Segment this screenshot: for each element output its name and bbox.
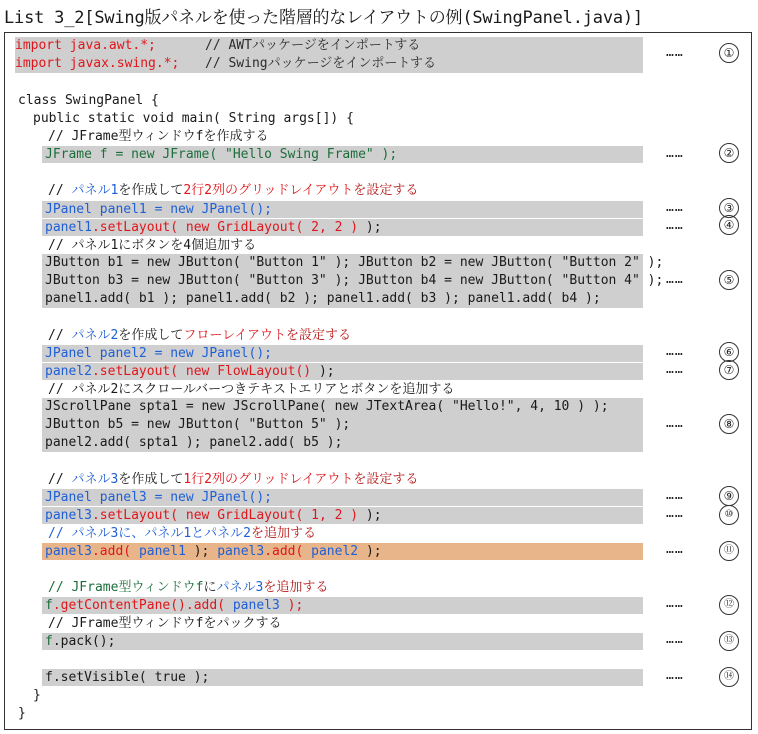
code-line-close-class: } — [18, 706, 26, 721]
panel3-ref: panel3 — [45, 508, 92, 523]
code-line-pack — [42, 633, 643, 650]
dot-leader: …… — [666, 668, 684, 683]
comment-prefix: // — [48, 328, 72, 343]
dot-leader: …… — [666, 542, 684, 557]
statement-end: ); — [185, 544, 218, 559]
code-line-contentpane-add — [42, 597, 643, 614]
comment-create-panel2 — [45, 327, 351, 344]
comment-text: を作成して — [118, 472, 184, 487]
statement-end: ); — [311, 364, 335, 379]
code-line-panel3-add — [42, 543, 643, 560]
comment-set: を設定する — [286, 328, 352, 343]
step-marker-9: ⑨ — [719, 486, 739, 506]
step-marker-1: ① — [719, 43, 739, 63]
code-line-class: class SwingPanel { — [18, 93, 159, 108]
comment-set: を設定する — [353, 183, 419, 198]
comment-flowlayout: フローレイアウト — [183, 328, 287, 343]
pack-call: .pack(); — [52, 634, 116, 649]
code-line-close-main: } — [33, 688, 41, 703]
comment-prefix: // — [48, 526, 72, 541]
step-marker-8: ⑧ — [719, 414, 739, 434]
comment-panel2: パネル2 — [71, 328, 119, 343]
flowlayout-new: new FlowLayout() — [185, 364, 312, 379]
dot-leader: …… — [666, 200, 684, 215]
panel3-arg: panel3 — [232, 598, 280, 613]
comment-import-awt: // AWTパッケージをインポートする — [205, 38, 421, 53]
comment-add-panels — [45, 525, 316, 542]
panel3-ref: panel3 — [217, 544, 265, 559]
comment-panel3: パネル3 — [71, 526, 119, 541]
comment-add-buttons: // パネル1にボタンを4個追加する — [48, 238, 257, 253]
comment-grid-1x2: 1行2列のグリッドレイアウト — [183, 472, 354, 487]
comment-panel2: パネル2 — [204, 526, 251, 541]
comment-add: を追加する — [251, 526, 317, 541]
code-line-panel3-setlayout — [42, 507, 643, 524]
dot-leader: …… — [666, 272, 684, 287]
step-marker-7: ⑦ — [719, 360, 739, 380]
comment-panel1: パネル1 — [144, 526, 192, 541]
statement-end: ); — [358, 544, 382, 559]
code-line-new-jframe: JFrame f = new JFrame( "Hello Swing Frame" ); — [42, 146, 643, 163]
statement-end: ); — [358, 508, 382, 523]
setlayout-call: .setLayout( — [91, 508, 186, 523]
comment-text: を作成して — [118, 183, 184, 198]
comment-prefix: // — [48, 183, 72, 198]
step-marker-10: ⑩ — [719, 505, 739, 525]
dot-leader: …… — [666, 146, 684, 161]
comment-import-swing: // Swingパッケージをインポートする — [205, 56, 436, 71]
comment-set: を設定する — [353, 472, 419, 487]
panel3-ref: panel3 — [45, 544, 92, 559]
code-line-panel2-setlayout — [42, 363, 643, 380]
code-line-new-panel3: JPanel panel3 = new JPanel(); — [42, 489, 643, 506]
dot-leader: …… — [666, 416, 684, 431]
comment-to: に — [203, 580, 217, 595]
code-line-setvisible: f.setVisible( true ); — [42, 669, 643, 686]
comment-create-panel1 — [45, 182, 418, 199]
add-call: .add( — [91, 544, 139, 559]
code-line-b1-b2: JButton b1 = new JButton( "Button 1" ); JButton b2 = new JButton( "Button 2" ); — [45, 255, 664, 270]
setlayout-call: .setLayout( — [91, 220, 186, 235]
dot-leader: …… — [666, 632, 684, 647]
comment-text: に、 — [118, 526, 145, 541]
code-line-new-panel1: JPanel panel1 = new JPanel(); — [42, 201, 643, 218]
dot-leader: …… — [666, 45, 684, 60]
comment-add: を追加する — [263, 580, 329, 595]
dot-leader: …… — [666, 488, 684, 503]
step-marker-5: ⑤ — [719, 270, 739, 290]
statement-end: ); — [279, 598, 304, 613]
dot-leader: …… — [666, 506, 684, 521]
gridlayout-new: new GridLayout( 1, 2 ) — [185, 508, 359, 523]
panel1-ref: panel1 — [45, 220, 92, 235]
add-call: .add( — [264, 544, 312, 559]
code-line-main: public static void main( String args[]) { — [33, 111, 354, 126]
comment-text: を作成して — [118, 328, 184, 343]
statement-end: ); — [358, 220, 382, 235]
comment-jframe: // JFrame型ウィンドウf — [48, 580, 204, 595]
comment-panel3: パネル3 — [71, 472, 119, 487]
code-line-import-swing: import javax.swing.*; — [15, 56, 180, 71]
comment-prefix: // — [48, 472, 72, 487]
dot-leader: …… — [666, 218, 684, 233]
comment-pack-frame: // JFrame型ウィンドウfをパックする — [48, 616, 282, 631]
comment-grid-2x2: 2行2列のグリッドレイアウト — [183, 183, 354, 198]
gridlayout-new: new GridLayout( 2, 2 ) — [185, 220, 359, 235]
code-line-panel1-add: panel1.add( b1 ); panel1.add( b2 ); panel1.add( b3 ); panel1.add( b4 ); — [45, 291, 601, 306]
dot-leader: …… — [666, 596, 684, 611]
comment-create-panel3 — [45, 471, 418, 488]
dot-leader: …… — [666, 344, 684, 359]
comment-create-frame: // JFrame型ウィンドウfを作成する — [48, 129, 269, 144]
setlayout-call: .setLayout( — [91, 364, 186, 379]
dot-leader: …… — [666, 362, 684, 377]
code-line-scrollpane: JScrollPane spta1 = new JScrollPane( new JTextArea( "Hello!", 4, 10 ) ); — [45, 399, 609, 414]
step-marker-4: ④ — [719, 215, 739, 235]
code-line-new-panel2: JPanel panel2 = new JPanel(); — [42, 345, 643, 362]
step-marker-14: ⑭ — [719, 667, 739, 687]
code-line-panel1-setlayout — [42, 219, 643, 236]
step-marker-2: ② — [719, 143, 739, 163]
step-marker-13: ⑬ — [719, 631, 739, 651]
comment-to: と — [191, 526, 205, 541]
comment-panel1: パネル1 — [71, 183, 119, 198]
listing-title: List 3_2[Swing版パネルを使った階層的なレイアウトの例(SwingPanel.java)] — [4, 8, 643, 28]
code-line-import-awt: import java.awt.*; — [15, 38, 156, 53]
code-line-b5: JButton b5 = new JButton( "Button 5" ); — [45, 417, 351, 432]
step-marker-3: ③ — [719, 198, 739, 218]
panel2-ref: panel2 — [45, 364, 92, 379]
step-marker-12: ⑫ — [719, 595, 739, 615]
code-line-panel2-add: panel2.add( spta1 ); panel2.add( b5 ); — [45, 435, 343, 450]
code-line-b3-b4: JButton b3 = new JButton( "Button 3" ); JButton b4 = new JButton( "Button 4" ); — [45, 273, 664, 288]
frame-ref: f — [45, 634, 53, 649]
comment-add-to-frame — [45, 579, 328, 596]
panel2-arg: panel2 — [311, 544, 359, 559]
frame-ref: f — [45, 598, 53, 613]
comment-panel3: パネル3 — [216, 580, 264, 595]
step-marker-6: ⑥ — [719, 342, 739, 362]
comment-add-scrollpane: // パネル2にスクロールバーつきテキストエリアとボタンを追加する — [48, 382, 455, 397]
panel1-arg: panel1 — [138, 544, 186, 559]
step-marker-11: ⑪ — [719, 541, 739, 561]
getcontentpane-call: .getContentPane().add( — [52, 598, 233, 613]
